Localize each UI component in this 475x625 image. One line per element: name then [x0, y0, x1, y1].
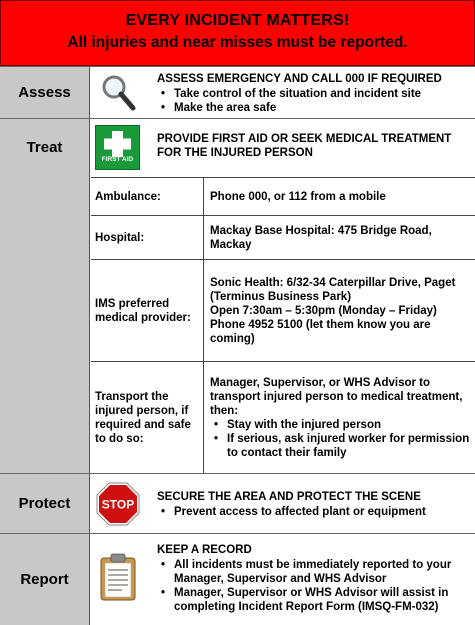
table-row — [91, 259, 475, 361]
first-aid-label: FIRST AID — [101, 156, 134, 163]
bullet-line: to contact their family — [227, 446, 347, 459]
report-content — [91, 534, 475, 625]
treat-table — [91, 177, 475, 474]
row-value-line: Phone 4952 5100 (let them know you are — [210, 318, 431, 331]
row-value — [205, 362, 475, 473]
row-value-line: coming) — [210, 332, 255, 345]
assess-title: ASSESS EMERGENCY AND CALL 000 IF REQUIRED — [157, 73, 442, 85]
protect-title: SECURE THE AREA AND PROTECT THE SCENE — [157, 491, 421, 503]
assess-content — [91, 67, 475, 118]
transport-bullet — [210, 432, 469, 460]
row-value-line: then: — [210, 404, 239, 417]
row-label-line: to do so: — [95, 432, 144, 445]
section-treat — [0, 118, 475, 473]
row-value: Phone 000, or 112 from a mobile — [210, 190, 386, 203]
table-row — [91, 177, 475, 215]
treat-title: PROVIDE FIRST AID OR SEEK MEDICAL TREATMENT — [157, 133, 452, 145]
header-title: EVERY INCIDENT MATTERS! — [125, 12, 350, 29]
protect-content — [91, 474, 475, 533]
section-protect — [0, 473, 475, 533]
treat-content — [91, 119, 475, 473]
bullet-line: • All incidents must be immediately reported to your — [174, 559, 452, 571]
treat-label: Treat — [0, 119, 90, 473]
report-title: KEEP A RECORD — [157, 544, 252, 556]
row-label: Ambulance: — [91, 178, 204, 215]
stop-text: STOP — [101, 497, 135, 512]
row-value-line: (Terminus Business Park) — [210, 290, 352, 303]
report-label: Report — [0, 534, 90, 625]
clipboard-icon — [99, 553, 137, 601]
row-label — [91, 260, 204, 361]
row-label — [91, 362, 204, 473]
row-label-line: IMS preferred — [95, 297, 170, 310]
row-label-line: injured person, if — [95, 404, 189, 417]
row-label-line: medical provider: — [95, 311, 191, 324]
bullet-line: Stay with the injured person — [227, 418, 381, 431]
report-bullet — [157, 558, 473, 586]
row-value: Mackay Base Hospital: 475 Bridge Road, Mackay — [210, 224, 432, 251]
row-value-line: Open 7:30am – 5:30pm (Monday – Friday) — [210, 304, 437, 317]
row-value-line: Sonic Health: 6/32-34 Caterpillar Drive, Paget — [210, 276, 456, 289]
row-label: Hospital: — [91, 216, 204, 259]
section-report — [0, 533, 475, 625]
row-label-line: Transport the — [95, 390, 169, 403]
bullet-line: completing Incident Report Form (IMSQ-FM-032) — [174, 601, 439, 613]
stop-sign-icon — [96, 482, 140, 526]
first-aid-icon — [95, 125, 140, 170]
transport-bullet — [210, 418, 469, 432]
poster-header — [0, 0, 475, 66]
bullet-line: • Manager, Supervisor or WHS Advisor will assist in — [174, 587, 449, 599]
section-assess — [0, 66, 475, 118]
assess-label: Assess — [0, 67, 90, 118]
magnifier-icon — [100, 73, 138, 113]
row-value — [205, 260, 475, 361]
table-row — [91, 361, 475, 474]
row-value-line: Manager, Supervisor, or WHS Advisor to — [210, 376, 431, 389]
bullet-line: Manager, Supervisor and WHS Advisor — [174, 573, 387, 585]
row-label-line: required and safe — [95, 418, 191, 431]
report-bullet — [157, 586, 473, 614]
protect-label: Protect — [0, 474, 90, 533]
header-subtitle: All injuries and near misses must be reported. — [67, 34, 408, 51]
protect-bullet: • Prevent access to affected plant or equipment — [157, 505, 473, 519]
bullet-line: • If serious, ask injured worker for permission — [227, 432, 470, 445]
table-row — [91, 215, 475, 259]
treat-title-cont: FOR THE INJURED PERSON — [157, 147, 313, 159]
assess-bullet: • Take control of the situation and incident site — [157, 87, 473, 101]
row-value-line: transport injured person to medical treatment, — [210, 390, 463, 403]
assess-bullet: • Make the area safe — [157, 101, 473, 115]
